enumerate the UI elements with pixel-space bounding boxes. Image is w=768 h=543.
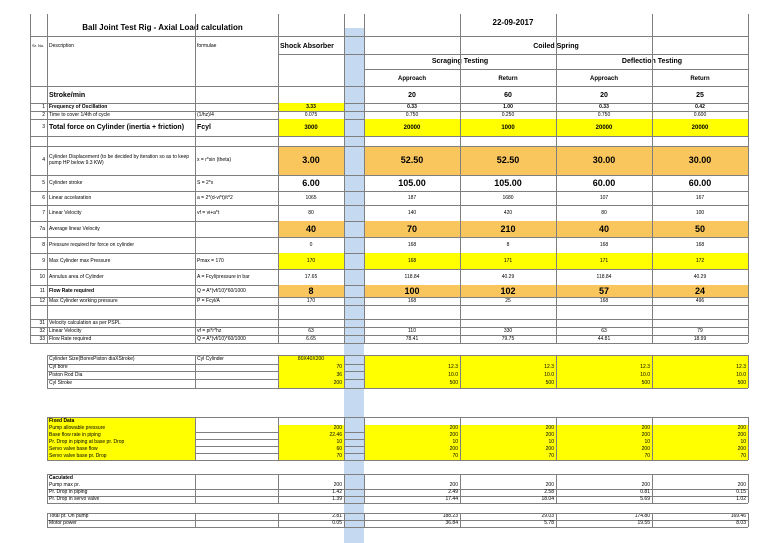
- row-number: 8: [42, 241, 45, 248]
- value-cell[interactable]: 420: [503, 209, 513, 216]
- grid-line: [652, 417, 653, 460]
- calc-value[interactable]: 200: [641, 482, 650, 488]
- value-cell[interactable]: 0: [309, 241, 313, 248]
- fixed-value[interactable]: 10: [460, 439, 556, 446]
- value-cell[interactable]: 50: [652, 221, 748, 237]
- value-cell[interactable]: 167: [695, 194, 705, 201]
- total-value[interactable]: 2.81: [332, 513, 342, 519]
- col-shock-absorber: Shock Absorber: [280, 42, 334, 50]
- row-number: 31: [39, 319, 45, 326]
- calc-value[interactable]: 200: [737, 482, 746, 488]
- value-cell[interactable]: 0.600: [693, 111, 707, 118]
- col-deflection-testing: Deflection Testing: [621, 58, 683, 65]
- cyl-value[interactable]: [556, 355, 652, 364]
- value-cell[interactable]: 0.750: [597, 111, 611, 118]
- fixed-title: Fixed Data: [47, 417, 195, 425]
- grid-line: [195, 474, 196, 503]
- value-cell[interactable]: 168: [407, 241, 417, 248]
- grid-line: [344, 14, 345, 343]
- col-description: Description: [49, 42, 75, 49]
- value-cell[interactable]: 100: [695, 209, 705, 216]
- grid-line: [47, 527, 748, 528]
- grid-line: [47, 474, 748, 475]
- cyl-formula: [195, 379, 278, 388]
- grid-line: [652, 14, 653, 343]
- grid-line: [748, 14, 749, 343]
- row-formula: a = 2*(d-vi*t)/t^2: [197, 194, 233, 201]
- value-cell[interactable]: 57: [556, 285, 652, 297]
- row-description: Frequency of Oscillation: [49, 103, 108, 110]
- cyl-value[interactable]: 10.0: [556, 371, 652, 379]
- col-formulae: formulae: [197, 42, 217, 49]
- cyl-formula: Cyl Cylinder: [197, 356, 224, 362]
- calc-value[interactable]: 0.81: [640, 489, 650, 495]
- row-description: Linear Velocity: [49, 209, 82, 216]
- value-cell[interactable]: 168: [599, 297, 609, 304]
- row-formula: P = Fcyl/A: [197, 297, 220, 304]
- value-cell[interactable]: 40: [556, 221, 652, 237]
- value-cell[interactable]: 80: [601, 209, 607, 216]
- row-formula: [195, 87, 278, 103]
- fixed-value[interactable]: 70: [652, 453, 748, 460]
- grid-line: [47, 513, 748, 514]
- calc-title: Caculated: [49, 474, 73, 481]
- row-description: Average linear Velocity: [49, 225, 100, 232]
- grid-line: [30, 146, 748, 147]
- fixed-value[interactable]: 200: [652, 446, 748, 453]
- row-description: Total force on Cylinder (inertia + friction): [49, 124, 185, 131]
- value-cell[interactable]: 18.99: [693, 335, 707, 342]
- grid-line: [748, 474, 749, 503]
- value-cell[interactable]: 168: [695, 241, 705, 248]
- row-formula: [195, 319, 278, 327]
- row-number: 7a: [39, 225, 45, 232]
- total-value[interactable]: 0.05: [332, 520, 342, 526]
- grid-line: [30, 136, 748, 137]
- total-value[interactable]: 19.55: [637, 520, 650, 526]
- value-cell[interactable]: 1.00: [503, 103, 513, 110]
- cyl-description: Cyl bore: [49, 364, 68, 370]
- grid-line: [47, 355, 48, 388]
- calc-value[interactable]: 0.15: [736, 489, 746, 495]
- cyl-value[interactable]: 12.3: [652, 364, 748, 371]
- fixed-value[interactable]: 10: [278, 439, 344, 446]
- grid-line: [364, 474, 365, 503]
- col-return-3: Return: [690, 75, 710, 82]
- row-description: Pressure required for force on cylinder: [49, 241, 135, 248]
- row-number: 11: [39, 287, 45, 294]
- value-cell[interactable]: 210: [460, 221, 556, 237]
- value-cell[interactable]: 1000: [460, 119, 556, 136]
- total-description: Total pr. On pump: [49, 513, 89, 519]
- row-description: Max Cylinder working pressure: [49, 297, 118, 304]
- fixed-description: Base flow rate in piping: [47, 432, 195, 439]
- value-cell[interactable]: 118.84: [404, 273, 420, 280]
- grid-line: [460, 474, 461, 503]
- value-cell[interactable]: 0.42: [695, 103, 705, 110]
- row-number: 2: [42, 111, 45, 118]
- grid-line: [344, 417, 345, 460]
- grid-line: [278, 355, 279, 388]
- value-cell[interactable]: 168: [407, 297, 417, 304]
- grid-line: [748, 513, 749, 527]
- value-cell[interactable]: 0.250: [501, 111, 515, 118]
- row-formula: Q = A*(vf/10)*60/1000: [197, 287, 246, 294]
- value-cell[interactable]: 170: [278, 253, 344, 269]
- row-formula: Q = A*(vf/10)*60/1000: [197, 335, 246, 342]
- grid-line: [344, 355, 345, 388]
- row-description: Annulus area of Cylinder: [49, 273, 104, 280]
- grid-line: [556, 513, 557, 527]
- grid-line: [652, 513, 653, 527]
- value-cell[interactable]: 6.00: [302, 177, 320, 188]
- value-cell[interactable]: 140: [407, 209, 417, 216]
- cyl-value[interactable]: [652, 355, 748, 364]
- value-cell[interactable]: 78.41: [405, 335, 419, 342]
- fixed-value[interactable]: 10: [364, 439, 460, 446]
- row-formula: [195, 103, 278, 111]
- grid-line: [30, 343, 748, 344]
- grid-line: [556, 474, 557, 503]
- value-cell[interactable]: 171: [460, 253, 556, 269]
- col-return-1: Return: [498, 75, 518, 82]
- fixed-value[interactable]: 70: [556, 453, 652, 460]
- fixed-value[interactable]: 200: [652, 432, 748, 439]
- value-cell[interactable]: 330: [503, 327, 513, 334]
- calc-value[interactable]: 1.02: [736, 496, 746, 502]
- value-cell[interactable]: 170: [306, 297, 316, 304]
- cyl-description: Piston Rod Dia: [49, 371, 83, 378]
- cyl-value[interactable]: 12.3: [556, 364, 652, 371]
- value-cell[interactable]: 40: [278, 221, 344, 237]
- value-cell[interactable]: [278, 87, 344, 103]
- date-header: 22-09-2017: [492, 18, 534, 27]
- row-description: Time to cover 1/4th of cycle: [49, 111, 110, 118]
- value-cell[interactable]: 171: [556, 253, 652, 269]
- cyl-value[interactable]: [364, 355, 460, 364]
- row-number: 10: [39, 273, 45, 280]
- grid-line: [47, 503, 748, 504]
- total-value[interactable]: 36.84: [445, 520, 458, 526]
- fixed-description: Servo valve base pr. Drop: [47, 453, 195, 460]
- row-formula: [195, 221, 278, 237]
- row-number: 6: [42, 194, 45, 201]
- grid-line: [364, 513, 365, 527]
- grid-line: [47, 417, 48, 460]
- row-description: Linear Velocity: [49, 327, 82, 334]
- row-number: 5: [42, 179, 45, 186]
- cyl-value[interactable]: 10.0: [460, 371, 556, 379]
- value-cell[interactable]: 172: [652, 253, 748, 269]
- row-description: Stroke/min: [49, 91, 86, 99]
- grid-line: [195, 513, 196, 527]
- row-number: 12: [39, 297, 45, 304]
- cyl-value[interactable]: 10.0: [364, 371, 460, 379]
- grid-line: [556, 417, 557, 460]
- fixed-value[interactable]: 70: [364, 453, 460, 460]
- value-cell[interactable]: 25: [505, 297, 511, 304]
- col-approach-0: Approach: [397, 75, 426, 82]
- row-number: 1: [42, 103, 45, 110]
- value-cell[interactable]: 0.750: [405, 111, 419, 118]
- value-cell[interactable]: 20: [408, 91, 416, 99]
- fixed-value[interactable]: 70: [278, 453, 344, 460]
- fixed-value[interactable]: 60: [278, 446, 344, 453]
- grid-line: [278, 14, 279, 343]
- row-formula: Fcyl: [197, 124, 212, 131]
- fixed-value[interactable]: 200: [556, 425, 652, 432]
- grid-line: [344, 474, 345, 503]
- fixed-value[interactable]: 200: [364, 432, 460, 439]
- calc-description: Pump max pr.: [49, 482, 80, 488]
- row-description: Max Cylinder max Pressure: [49, 257, 111, 264]
- value-cell[interactable]: 0.075: [304, 111, 318, 118]
- grid-line: [195, 14, 196, 343]
- cyl-value[interactable]: 500: [460, 379, 556, 388]
- value-cell[interactable]: 63: [601, 327, 607, 334]
- grid-line: [30, 319, 748, 320]
- value-cell[interactable]: 52.50: [460, 146, 556, 175]
- total-description: Motor power: [49, 520, 77, 526]
- value-cell[interactable]: 20000: [364, 119, 460, 136]
- row-description: Cylinder stroke: [49, 179, 83, 186]
- col-scraging-testing: Scraging Testing: [431, 58, 489, 65]
- total-value[interactable]: 29.03: [541, 513, 554, 519]
- value-cell[interactable]: 25: [696, 91, 704, 99]
- grid-line: [278, 417, 279, 460]
- value-cell[interactable]: 20000: [652, 119, 748, 136]
- cyl-description: Cylinder Size(BorexPiston diaXStroke): [49, 356, 135, 362]
- value-cell[interactable]: [652, 319, 748, 327]
- grid-line: [30, 36, 748, 37]
- grid-line: [278, 474, 279, 503]
- row-number: 3: [42, 124, 45, 130]
- calc-value[interactable]: 200: [333, 482, 342, 488]
- value-cell[interactable]: 1065: [305, 194, 317, 201]
- value-cell[interactable]: 496: [695, 297, 705, 304]
- row-formula: x = r*sin (theta): [197, 157, 232, 163]
- value-cell[interactable]: 3.00: [278, 146, 344, 175]
- fixed-value[interactable]: 22.46: [278, 432, 344, 439]
- grid-line: [460, 355, 461, 388]
- value-cell[interactable]: 44.81: [597, 335, 611, 342]
- row-number: 7: [42, 209, 45, 216]
- grid-line: [364, 355, 365, 388]
- fixed-value[interactable]: 70: [460, 453, 556, 460]
- row-description: Velocity calculation as per PSPL: [49, 319, 121, 326]
- cyl-description: Cyl Stroke: [49, 380, 73, 386]
- grid-line: [278, 513, 279, 527]
- grid-line: [47, 417, 748, 418]
- value-cell[interactable]: 168: [599, 241, 609, 248]
- fixed-value[interactable]: 200: [460, 446, 556, 453]
- cyl-value[interactable]: 12.3: [364, 364, 460, 371]
- fixed-value[interactable]: 200: [364, 425, 460, 432]
- value-cell[interactable]: 40.29: [693, 273, 707, 280]
- value-cell[interactable]: 60.00: [592, 177, 616, 188]
- value-cell[interactable]: 24: [652, 285, 748, 297]
- grid-line: [47, 355, 748, 356]
- grid-line: [460, 14, 461, 343]
- cyl-value[interactable]: 12.3: [460, 364, 556, 371]
- total-value[interactable]: 169.46: [730, 513, 746, 519]
- value-cell[interactable]: 6.65: [306, 335, 316, 342]
- value-cell[interactable]: 1680: [502, 194, 514, 201]
- grid-line: [364, 14, 365, 343]
- calc-value[interactable]: 17.44: [445, 496, 458, 502]
- value-cell[interactable]: 3.33: [278, 103, 344, 111]
- cyl-formula: [195, 371, 278, 379]
- fixed-description: Pump allowable pressure: [47, 425, 195, 432]
- row-formula: Pmax = 170: [197, 257, 224, 264]
- col-srno: Sr. No.: [32, 43, 45, 48]
- total-value[interactable]: 5.78: [544, 520, 554, 526]
- grid-line: [556, 14, 557, 343]
- row-description: Cylinder Displacement (to be decided by iteration so as to keep pump HP below 9.3 KW): [49, 153, 190, 166]
- value-cell[interactable]: 8: [506, 241, 510, 248]
- fixed-value[interactable]: 200: [460, 425, 556, 432]
- cyl-value[interactable]: 500: [364, 379, 460, 388]
- value-cell[interactable]: 79.75: [501, 335, 515, 342]
- row-description: Linear accelaration: [49, 194, 92, 201]
- calc-description: Pr. Drop in piping: [49, 489, 88, 495]
- value-cell[interactable]: 40.29: [501, 273, 515, 280]
- row-formula: A = Fcyl/pressure in bar: [197, 273, 250, 280]
- grid-line: [460, 513, 461, 527]
- row-number: 33: [39, 335, 45, 342]
- value-cell[interactable]: [460, 319, 556, 327]
- grid-line: [652, 355, 653, 388]
- value-cell[interactable]: 105.00: [494, 177, 522, 188]
- grid-line: [195, 355, 196, 388]
- value-cell[interactable]: 168: [364, 253, 460, 269]
- calc-description: Pr. Drop in servo valve: [49, 496, 100, 502]
- value-cell[interactable]: 102: [460, 285, 556, 297]
- cyl-value[interactable]: 500: [652, 379, 748, 388]
- value-cell[interactable]: 30.00: [556, 146, 652, 175]
- calc-value[interactable]: 200: [545, 482, 554, 488]
- value-cell[interactable]: 8: [278, 285, 344, 297]
- cyl-value[interactable]: 500: [556, 379, 652, 388]
- row-number: 32: [39, 327, 45, 334]
- cyl-value[interactable]: 200: [278, 379, 344, 388]
- calc-value[interactable]: 1.39: [332, 496, 342, 502]
- cyl-value[interactable]: 10.0: [652, 371, 748, 379]
- row-number: 4: [42, 157, 45, 163]
- value-cell[interactable]: 80: [308, 209, 314, 216]
- value-cell[interactable]: 0.33: [599, 103, 609, 110]
- value-cell[interactable]: 107: [599, 194, 609, 201]
- grid-line: [47, 14, 48, 343]
- value-cell[interactable]: 63: [308, 327, 314, 334]
- fixed-description: Servo valve base flow: [47, 446, 195, 453]
- value-cell[interactable]: 3000: [278, 119, 344, 136]
- fixed-value[interactable]: 200: [652, 425, 748, 432]
- fixed-description: Pr. Drop in piping at base pr. Drop: [47, 439, 195, 446]
- row-description: Flow Rate required: [49, 287, 95, 294]
- grid-line: [652, 474, 653, 503]
- value-cell[interactable]: 30.00: [652, 146, 748, 175]
- grid-line: [47, 474, 48, 503]
- calc-value[interactable]: 200: [449, 482, 458, 488]
- fixed-value[interactable]: 200: [460, 432, 556, 439]
- value-cell[interactable]: [364, 319, 460, 327]
- value-cell[interactable]: 118.84: [596, 273, 612, 280]
- value-cell[interactable]: 20000: [556, 119, 652, 136]
- calc-value[interactable]: 5.69: [640, 496, 650, 502]
- cyl-value[interactable]: 36: [278, 371, 344, 379]
- grid-line: [195, 417, 196, 460]
- fixed-value[interactable]: 10: [652, 439, 748, 446]
- row-formula: (1/hz)/4: [197, 111, 214, 118]
- value-cell[interactable]: 60: [504, 91, 512, 99]
- row-formula: [195, 237, 278, 253]
- value-cell[interactable]: 0.33: [407, 103, 417, 110]
- total-value[interactable]: 174.80: [634, 513, 650, 519]
- fixed-value[interactable]: 200: [556, 432, 652, 439]
- calc-value[interactable]: 1.42: [332, 489, 342, 495]
- fixed-value[interactable]: 200: [556, 446, 652, 453]
- grid-line: [748, 417, 749, 460]
- grid-line: [30, 14, 31, 343]
- value-cell[interactable]: 79: [697, 327, 703, 334]
- grid-line: [47, 513, 48, 527]
- value-cell[interactable]: 187: [407, 194, 417, 201]
- grid-line: [344, 513, 345, 527]
- value-cell[interactable]: 105.00: [398, 177, 426, 188]
- value-cell[interactable]: 60.00: [688, 177, 712, 188]
- cyl-value[interactable]: 70: [278, 364, 344, 371]
- row-formula: vf = vi+a*t: [197, 209, 220, 216]
- value-cell[interactable]: 100: [364, 285, 460, 297]
- row-formula: S = 2*x: [197, 179, 214, 186]
- row-number: [30, 87, 47, 103]
- grid-line: [460, 417, 461, 460]
- col-approach-2: Approach: [589, 75, 618, 82]
- fixed-value[interactable]: 200: [364, 446, 460, 453]
- cyl-value[interactable]: [460, 355, 556, 364]
- grid-line: [556, 355, 557, 388]
- row-number: 9: [42, 257, 45, 264]
- value-cell[interactable]: 52.50: [364, 146, 460, 175]
- row-formula: vf = pi*r*hz: [197, 327, 222, 334]
- calc-value[interactable]: 18.04: [541, 496, 554, 502]
- row-description: Flow Rate required: [49, 335, 92, 342]
- sheet-title: Ball Joint Test Rig - Axial Load calculation: [82, 23, 243, 32]
- fixed-value[interactable]: 10: [556, 439, 652, 446]
- value-cell[interactable]: [556, 319, 652, 327]
- total-value[interactable]: 8.03: [736, 520, 746, 526]
- grid-line: [30, 305, 748, 306]
- grid-line: [748, 355, 749, 388]
- cyl-value[interactable]: 80X40X200: [278, 355, 344, 364]
- value-cell[interactable]: [278, 319, 344, 327]
- total-value[interactable]: 188.23: [442, 513, 458, 519]
- col-coiled-spring: Coiled Spring: [533, 42, 579, 50]
- value-cell[interactable]: 17.65: [304, 273, 318, 280]
- value-cell[interactable]: 20: [600, 91, 608, 99]
- calc-value[interactable]: 2.58: [544, 489, 554, 495]
- cyl-formula: [195, 364, 278, 371]
- value-cell[interactable]: 70: [364, 221, 460, 237]
- fixed-value[interactable]: 200: [278, 425, 344, 432]
- grid-line: [364, 417, 365, 460]
- grid-line: [47, 388, 748, 389]
- value-cell[interactable]: 110: [408, 327, 416, 334]
- grid-line: [47, 460, 748, 461]
- calc-value[interactable]: 2.49: [448, 489, 458, 495]
